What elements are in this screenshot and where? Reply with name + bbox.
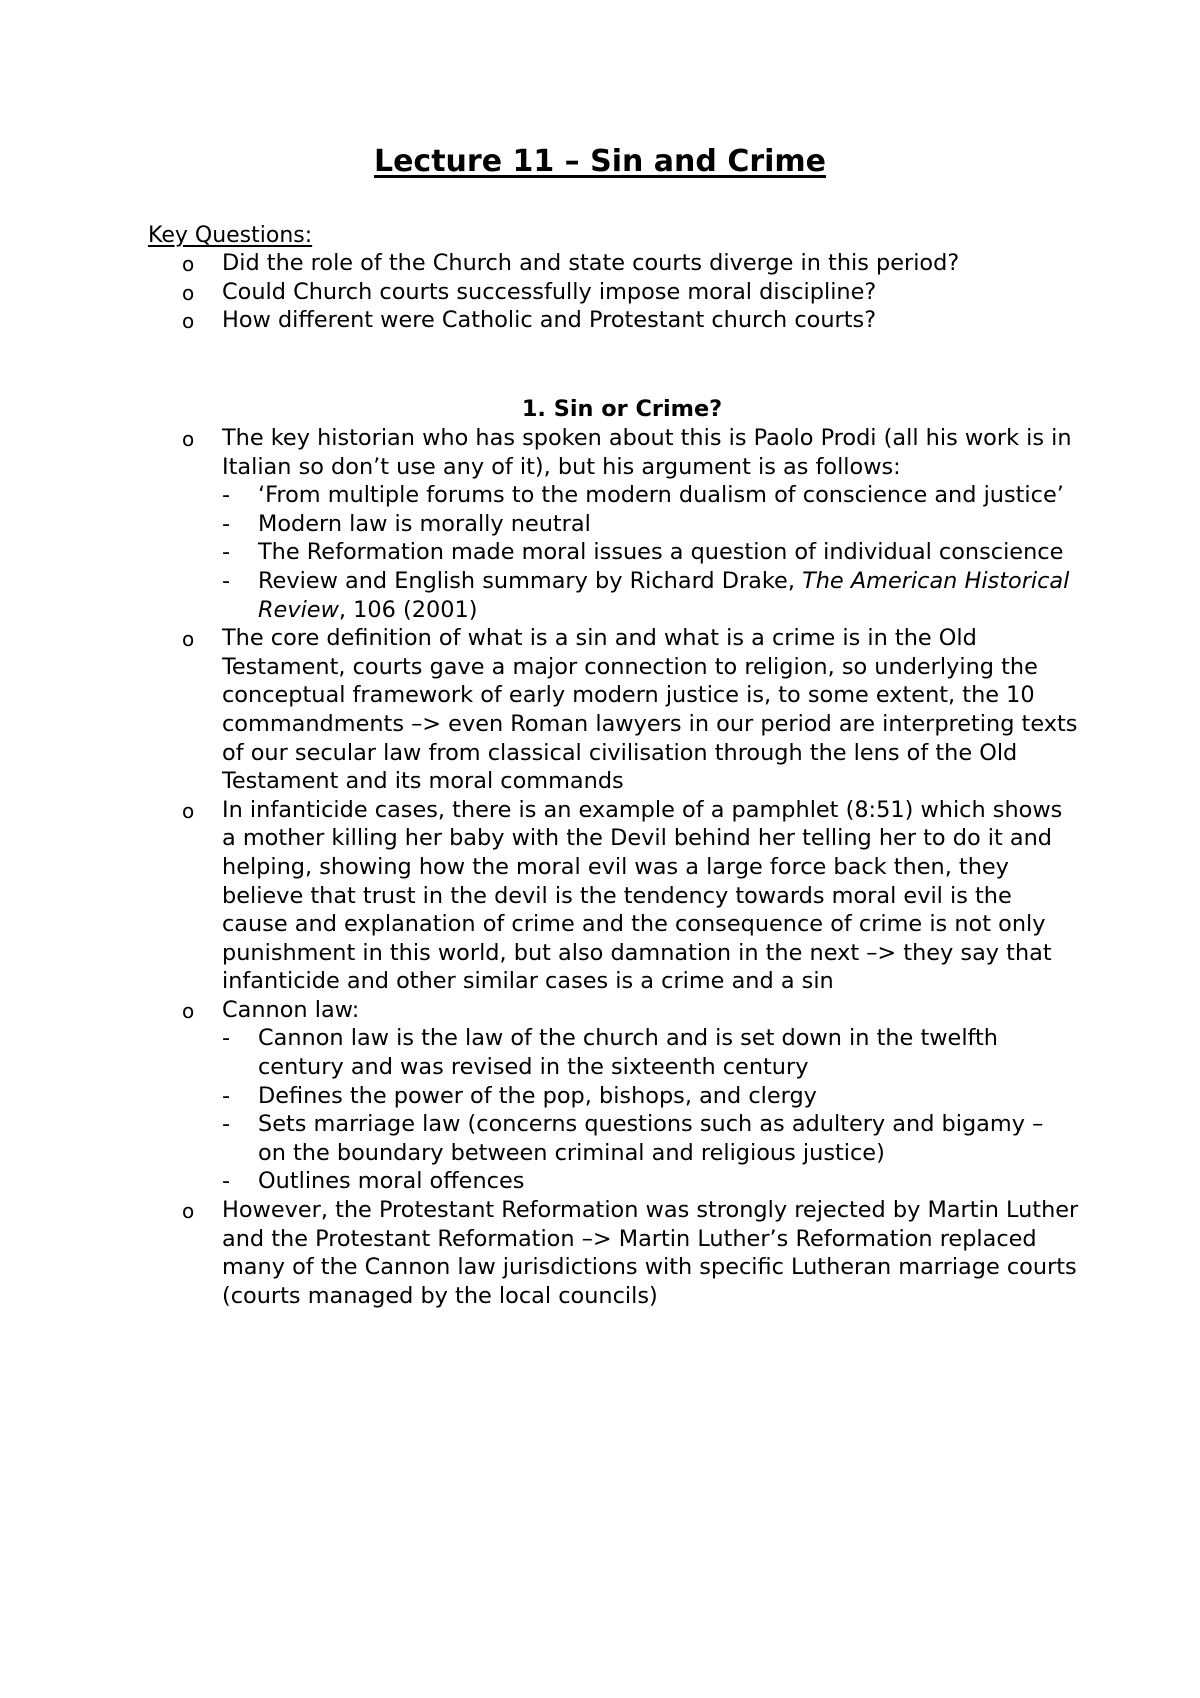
- section-heading: 1. Sin or Crime?: [521, 396, 723, 422]
- page-title: Lecture 11 – Sin and Crime: [373, 144, 827, 179]
- section-point: [0, 996, 1082, 1196]
- sub-point: [222, 510, 1078, 539]
- key-question-item: [0, 278, 1082, 307]
- sub-point-text: Modern law is morally neutral: [258, 510, 591, 537]
- sub-point: [222, 567, 1078, 624]
- sub-point-text: ‘From multiple forums to the modern dualism of conscience and justice’: [258, 482, 1064, 509]
- sub-point: [222, 481, 1078, 510]
- sub-point: [222, 538, 1078, 567]
- sub-point-text: The Reformation made moral issues a question of individual conscience: [258, 539, 1064, 566]
- dash-bullet-icon: -: [222, 1025, 231, 1052]
- bullet-circle-icon: o: [182, 309, 195, 334]
- dash-bullet-icon: -: [222, 1168, 231, 1195]
- dash-bullet-icon: -: [222, 1082, 231, 1109]
- bullet-circle-icon: o: [182, 798, 195, 823]
- key-question-text: Could Church courts successfully impose moral discipline?: [222, 278, 877, 305]
- section-point-text: In infanticide cases, there is an example of a pamphlet (8:51) which shows a mother killing her baby with the Devil behind her telling her to do it and helping, showing how the moral evil was a large force back then, they believe that trust in the devil is the tendency towards moral evil is the cause and explanation of crime and the consequence of crime is not only punishment in this world, but also damnation in the next –> they say that infanticide and other similar cases is a crime and a sin: [222, 796, 1063, 995]
- dash-bullet-icon: -: [222, 567, 231, 594]
- sub-point: [222, 1110, 1078, 1167]
- key-question-item: [0, 306, 1082, 335]
- key-question-item: [0, 249, 1082, 278]
- section-point-text: The core definition of what is a sin and what is a crime is in the Old Testament, courts gave a major connection to religion, so underlying the conceptual framework of early modern justice is, to some extent, the 10 commandments –> even Roman lawyers in our period are interpreting texts of our secular law from classical civilisation through the lens of the Old Testament and its moral commands: [222, 625, 1078, 795]
- section-points-list: [0, 424, 1200, 1310]
- sub-points-list: [222, 481, 1082, 624]
- sub-point-text: Cannon law is the law of the church and is set down in the twelfth century and was revised in the sixteenth century: [258, 1025, 998, 1081]
- review-suffix: , 106 (2001): [338, 596, 478, 623]
- section-point: [0, 624, 1082, 796]
- section-point-text: However, the Protestant Reformation was strongly rejected by Martin Luther and the Protestant Reformation –> Martin Luther’s Reformation replaced many of the Cannon law jurisdictions with specific Lutheran marriage courts (courts managed by the local councils): [222, 1197, 1079, 1309]
- sub-point: [222, 1082, 1078, 1111]
- dash-bullet-icon: -: [222, 1111, 231, 1138]
- bullet-circle-icon: o: [182, 427, 195, 451]
- bullet-circle-icon: o: [182, 627, 195, 652]
- section-point: [0, 1196, 1082, 1310]
- section-point: [0, 796, 1082, 996]
- bullet-circle-icon: o: [182, 280, 195, 305]
- dash-bullet-icon: -: [222, 510, 231, 537]
- review-prefix: Review and English summary by Richard Drake,: [258, 567, 803, 594]
- sub-point-text: Outlines moral offences: [258, 1168, 525, 1195]
- dash-bullet-icon: -: [222, 482, 231, 509]
- bullet-circle-icon: o: [182, 998, 195, 1023]
- sub-point-text: Defines the power of the pop, bishops, and clergy: [258, 1082, 817, 1109]
- key-questions-list: [0, 249, 1200, 335]
- section-point-text: Cannon law:: [222, 996, 360, 1023]
- bullet-circle-icon: o: [182, 1199, 195, 1224]
- key-question-text: Did the role of the Church and state courts diverge in this period?: [222, 250, 960, 276]
- sub-point: [222, 1167, 1078, 1196]
- sub-point: [222, 1024, 1078, 1081]
- sub-points-list: [222, 1024, 1082, 1196]
- section-point-text: The key historian who has spoken about this is Paolo Prodi (all his work is in Italian so don’t use any of it), but his argument is as follows:: [222, 425, 1072, 480]
- dash-bullet-icon: -: [222, 539, 231, 566]
- sub-point-text: Sets marriage law (concerns questions such as adultery and bigamy – on the boundary between criminal and religious justice): [258, 1111, 1044, 1166]
- bullet-circle-icon: o: [182, 252, 195, 276]
- key-question-text: How different were Catholic and Protestant church courts?: [222, 307, 877, 334]
- key-questions-label: Key Questions:: [148, 223, 313, 248]
- journal-title: The American Historical Review: [258, 567, 1070, 623]
- section-point: [0, 424, 1082, 624]
